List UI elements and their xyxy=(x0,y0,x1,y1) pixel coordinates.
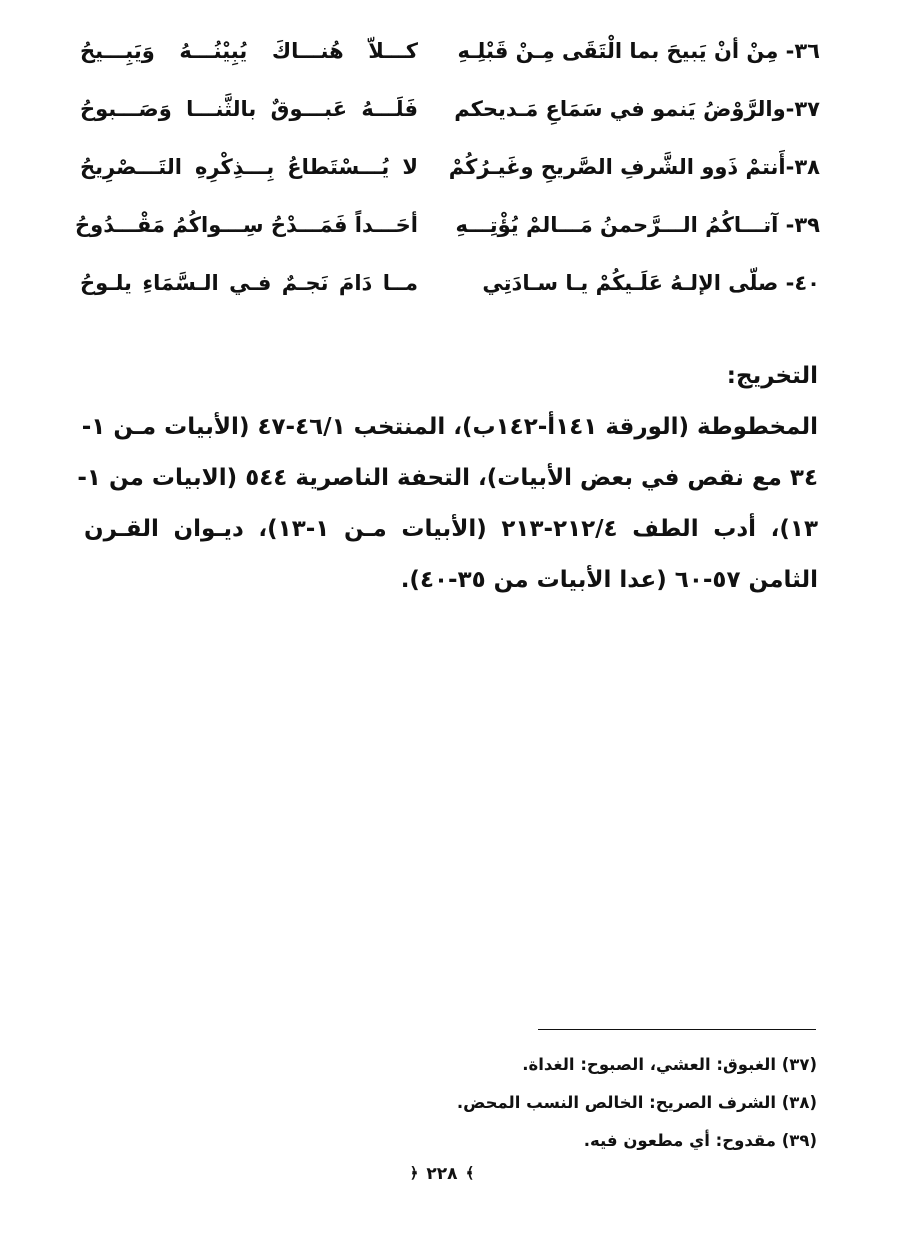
page-number-value: ٢٢٨ xyxy=(426,1164,458,1184)
verse-39 xyxy=(75,196,820,254)
takhrij-line: المخطوطة (الورقة ١٤١أ-١٤٢ب)، المنتخب ٤٦/١-٤٧ (الأبيات مـن ١- xyxy=(81,414,818,440)
verse-38 xyxy=(80,138,820,196)
verse-37 xyxy=(80,80,820,138)
ornament-right-icon: ﴾ xyxy=(465,1164,475,1182)
footnote-38: (٣٨) الشرف الصريح: الخالص النسب المحض. xyxy=(456,1093,817,1112)
footnote-39: (٣٩) مقدوح: أي مطعون فيه. xyxy=(583,1131,817,1150)
footnotes xyxy=(217,1046,817,1160)
verse-first-hemistich: ٤٠- صلّى الإلـهُ عَلَـيكُمْ يـا سـادَتِي xyxy=(482,271,820,295)
takhrij-heading: التخريج: xyxy=(726,363,818,389)
footnote-37: (٣٧) الغبوق: العشي، الصبوح: الغداة. xyxy=(522,1055,817,1074)
verse-40 xyxy=(80,254,820,312)
takhrij-section xyxy=(77,356,818,606)
takhrij-line: الثامن ٥٧-٦٠ (عدا الأبيات من ٣٥-٤٠). xyxy=(400,567,818,593)
takhrij-line: ٣٤ مع نقص في بعض الأبيات)، التحفة الناصرية ٥٤٤ (الابيات من ١- xyxy=(77,465,818,491)
verse-first-hemistich: ٣٦- مِنْ أنْ يَبيحَ بما الْتَقَى مِـنْ قَبْلِـهِ xyxy=(457,39,820,63)
verse-first-hemistich: ٣٩- آتـــاكُمُ الـــرَّحمنُ مَـــالمْ يُؤْتِـــهِ xyxy=(455,213,820,237)
verse-second-hemistich: لا يُـــسْتَطاعُ بِـــذِكْرِهِ التَـــصْرِيحُ xyxy=(80,155,418,179)
verse-second-hemistich: كـــلاّ هُنـــاكَ يُبِيْنُـــهُ وَيَبِـــيحُ xyxy=(80,39,418,63)
verse-first-hemistich: ٣٨-أَنتمْ ذَوو الشَّرفِ الصَّريحِ وغَيـرُكُمْ xyxy=(448,155,820,179)
poem-verses xyxy=(75,22,820,312)
footnote-separator xyxy=(538,1029,816,1030)
verse-first-hemistich: ٣٧-والرَّوْضُ يَنمو في سَمَاعِ مَـديحكم xyxy=(454,97,820,121)
ornament-left-icon: ﴿ xyxy=(409,1164,419,1182)
verse-second-hemistich: مــا دَامَ نَجـمٌ فـي الـسَّمَاءِ يلـوحُ xyxy=(80,271,418,295)
verse-36 xyxy=(80,22,820,80)
takhrij-line: ١٣)، أدب الطف ٢١٢/٤-٢١٣ (الأبيات مـن ١-١٣)، ديـوان القـرن xyxy=(84,516,818,542)
verse-second-hemistich: فَلَـــهُ عَبـــوقٌ بالثَّنـــا وَصَـــبوحُ xyxy=(80,97,418,121)
page-number xyxy=(0,1164,884,1184)
verse-second-hemistich: أحَـــداً فَمَـــدْحُ سِـــواكُمُ مَقْـــدُوحُ xyxy=(75,213,418,237)
